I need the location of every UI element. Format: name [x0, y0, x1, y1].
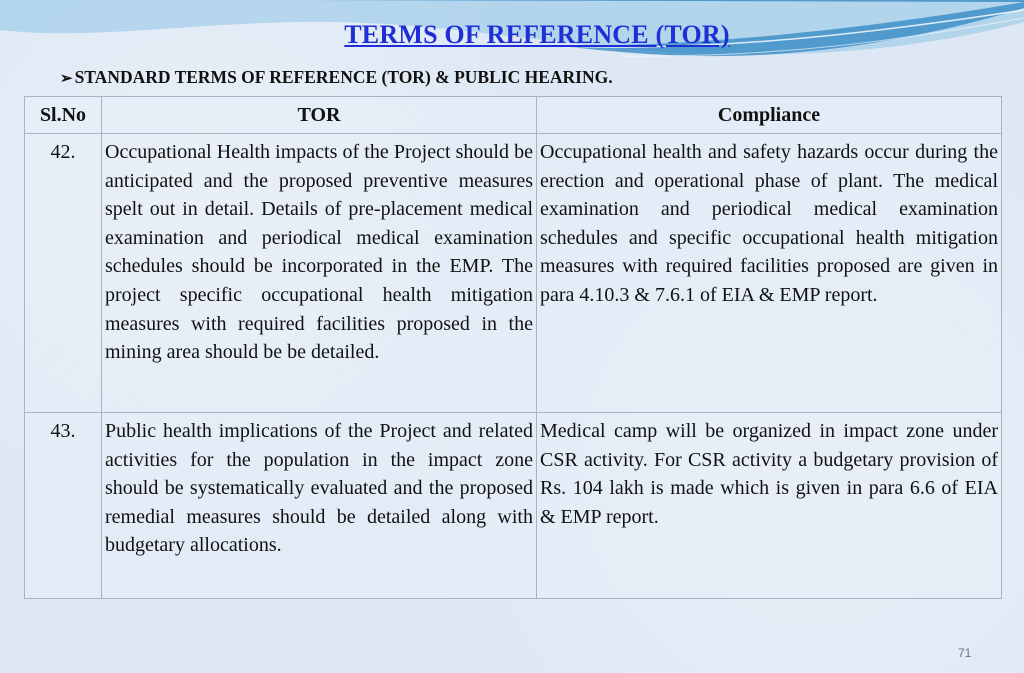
table-row — [25, 134, 1002, 413]
row-sl-no: 42. — [25, 134, 102, 413]
row-compliance-text: Medical camp will be organized in impact zone under CSR activity. For CSR activity a budgetary provision of Rs. 104 lakh is made which is given in para 6.6 of EIA & EMP report. — [537, 413, 1002, 599]
header-compliance: Compliance — [537, 97, 1002, 134]
slide-title: TERMS OF REFERENCE (TOR) — [344, 20, 730, 49]
table-row — [25, 413, 1002, 599]
tor-compliance-table — [24, 96, 1002, 599]
table-header-row — [25, 97, 1002, 134]
header-tor: TOR — [102, 97, 537, 134]
row-tor-text: Public health implications of the Project and related activities for the population in the impact zone should be systematically evaluated and the proposed remedial measures should be detailed along with budgetary allocations. — [102, 413, 537, 599]
row-sl-no: 43. — [25, 413, 102, 599]
header-sl-no: Sl.No — [25, 97, 102, 134]
arrow-bullet-icon: ➢ — [60, 71, 73, 87]
row-compliance-text: Occupational health and safety hazards occur during the erection and operational phase of plant. The medical examination and periodical medical examination schedules and specific occupational health mitigation measures with required facilities proposed are given in para 4.10.3 & 7.6.1 of EIA & EMP report. — [537, 134, 1002, 413]
subtitle-text: STANDARD TERMS OF REFERENCE (TOR) & PUBLIC HEARING. — [74, 67, 613, 87]
page-number: 71 — [958, 646, 972, 660]
row-tor-text: Occupational Health impacts of the Project should be anticipated and the proposed preventive measures spelt out in detail. Details of pre-placement medical examination and periodical medical examination schedules should be incorporated in the EMP. The project specific occupational health mitigation measures with required facilities proposed in the mining area should be be detailed. — [102, 134, 537, 413]
slide-subtitle — [60, 67, 613, 88]
